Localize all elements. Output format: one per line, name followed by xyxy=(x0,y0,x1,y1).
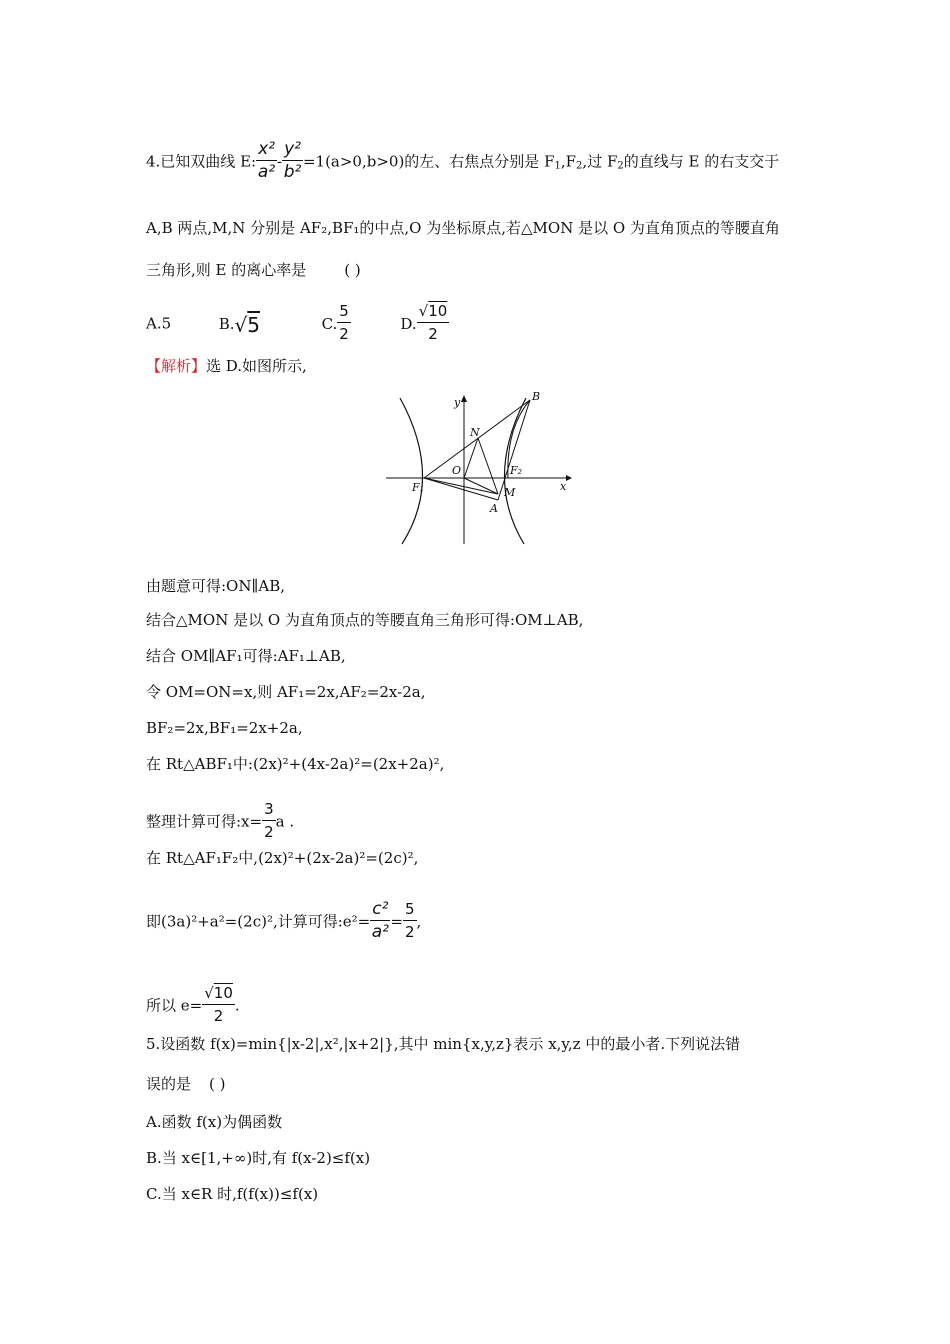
q4-stem-line2: A,B 两点,M,N 分别是 AF₂,BF₁的中点,O 为坐标原点,若△MON 是以 O 为直角顶点的等腰直角 xyxy=(146,219,780,237)
solution-step-10: 所以 e= $\frac{√10}{2}$ . xyxy=(146,984,240,1025)
q5-stem-line2: 误的是 ( ) xyxy=(146,1075,226,1093)
label-m: M xyxy=(504,486,516,499)
label-f2: F₂ xyxy=(510,464,523,477)
left-branch xyxy=(400,398,423,544)
label-a: A xyxy=(490,502,498,515)
option-b: B.√5 xyxy=(218,312,260,337)
hyperbola-figure xyxy=(380,388,580,548)
solution-step-9: 即(3a)²+a²=(2c)²,计算可得:e²= $\frac{\text{c²}}{\text{a²}}$ = $\frac{5}{2}$ , xyxy=(146,899,422,942)
solution-step-5: BF₂=2x,BF₁=2x+2a, xyxy=(146,719,303,737)
q5-option-c: C.当 x∈R 时,f(f(x))≤f(x) xyxy=(146,1185,319,1203)
option-a: A.5 xyxy=(146,314,172,333)
sqrt-5: √5 xyxy=(234,312,260,337)
q5-option-b: B.当 x∈[1,+∞)时,有 f(x-2)≤f(x) xyxy=(146,1149,371,1167)
q4-stem-line3: 三角形,则 E 的离心率是 ( ) xyxy=(146,261,361,279)
solution-step-1: 由题意可得:ON∥AB, xyxy=(146,577,286,595)
label-b: B xyxy=(532,390,541,403)
solution-step-3: 结合 OM∥AF₁可得:AF₁⊥AB, xyxy=(146,647,346,665)
segment-a-b xyxy=(498,400,530,500)
option-c: C. $\frac{5}{2}$ xyxy=(321,302,349,343)
option-d: D. $\frac{√10}{2}$ xyxy=(400,302,448,343)
analysis-tag: 【解析】 xyxy=(146,357,207,375)
q4-stem-line1: 4.已知双曲线 E: $\frac{\text{x²}}{\text{a²}}$ - $\frac{\text{y²}}{\text{b²}}$ =1(a>0,b>0)的左、右焦点分别是 $F_1,F_2$,过 $F_2$的直线与 E 的右支交于 xyxy=(146,139,780,182)
label-n: N xyxy=(470,426,480,439)
label-x: x xyxy=(560,480,567,493)
solution-intro: 【解析】选 D.如图所示, xyxy=(146,357,307,375)
solution-step-8: 在 Rt△AF₁F₂中,(2x)²+(2x-2a)²=(2c)², xyxy=(146,849,419,867)
x-axis-arrow xyxy=(566,475,572,481)
solution-step-2: 结合△MON 是以 O 为直角顶点的等腰直角三角形可得:OM⊥AB, xyxy=(146,611,584,629)
fraction-y2-b2: $\frac{\text{y²}}{\text{b²}}$ xyxy=(283,139,302,182)
y-axis-arrow xyxy=(461,395,467,402)
label-f1: F₁ xyxy=(412,481,425,494)
q5-stem-line1: 5.设函数 f(x)=min{|x-2|,x²,|x+2|},其中 min{x,y,z}表示 x,y,z 中的最小者.下列说法错 xyxy=(146,1035,741,1053)
q4-options xyxy=(146,302,449,347)
solution-step-6: 在 Rt△ABF₁中:(2x)²+(4x-2a)²=(2x+2a)², xyxy=(146,755,445,773)
fraction-x2-a2: $\frac{\text{x²}}{\text{a²}}$ xyxy=(257,139,276,182)
solution-step-4: 令 OM=ON=x,则 AF₁=2x,AF₂=2x-2a, xyxy=(146,683,426,701)
solution-step-7: 整理计算可得:x= $\frac{3}{2}$ a . xyxy=(146,800,295,841)
segment-f1-m xyxy=(424,478,498,494)
q5-option-a: A.函数 f(x)为偶函数 xyxy=(146,1113,283,1131)
label-o: O xyxy=(452,464,462,477)
label-y: y xyxy=(454,396,461,409)
